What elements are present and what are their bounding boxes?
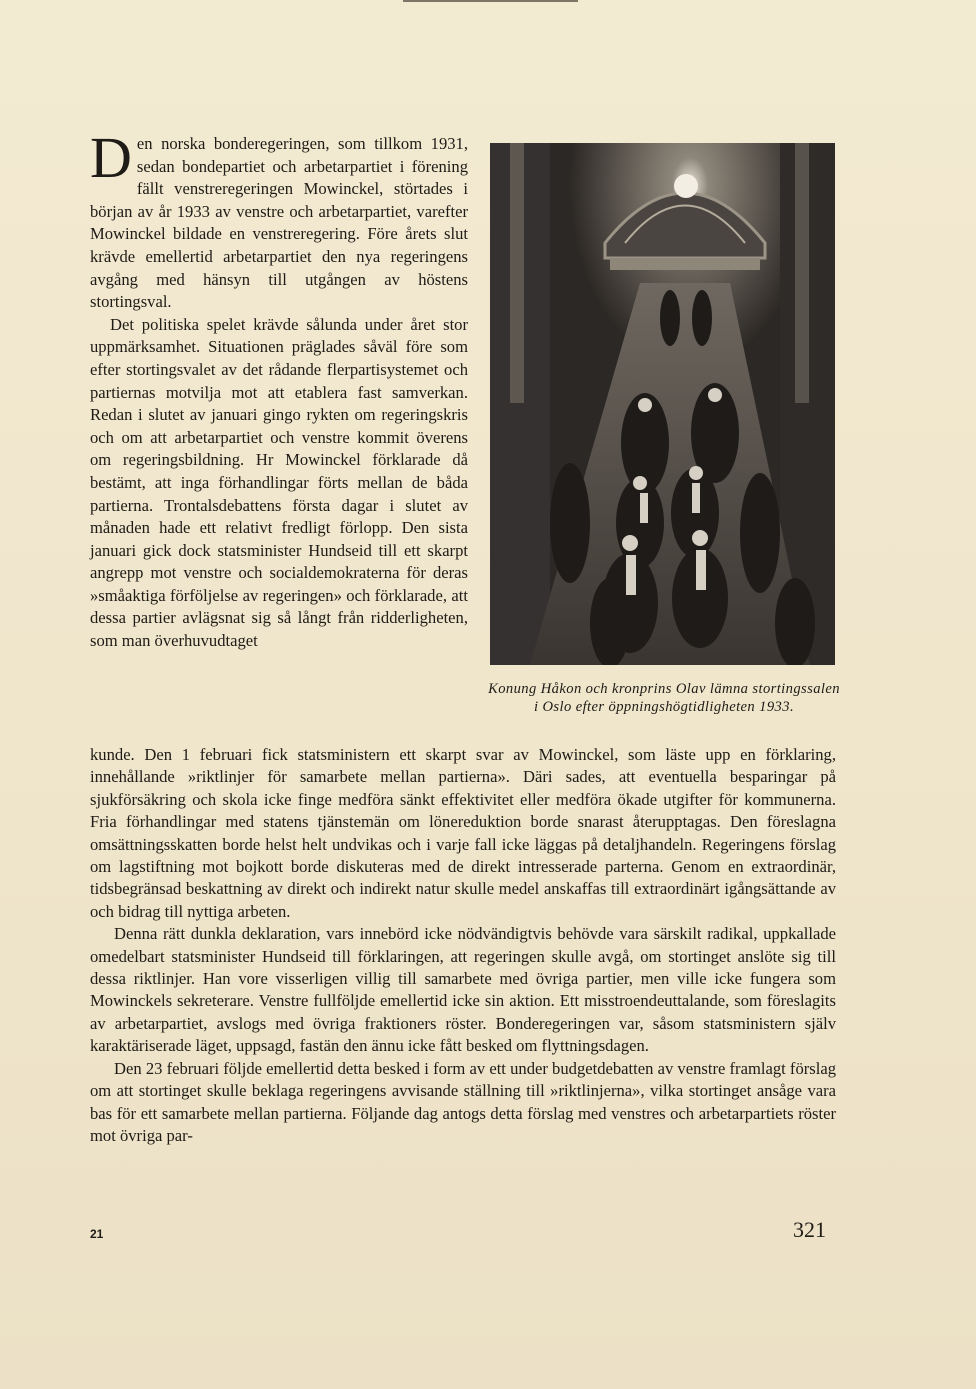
paragraph-1 [90,125,468,314]
staircase-photo-illustration [490,143,835,665]
photograph [490,143,835,665]
paragraph-2: Det politiska spelet krävde sålunda under året stor uppmärksamhet. Situationen präglades såväl före som efter stortingsvalet av det rådande flerpartisystemet och partiernas motvilja mot att etablera fast samverkan. Redan i slutet av januari gingo rykten om regeringskris och om att arbetarpartiet och venstre kommit överens om regeringsbildning. Hr Mowinckel förklarade då bestämt, att inga förhandlingar förts mellan de båda partierna. Trontalsdebattens första dagar i slutet av månaden hade ett relativt fredligt förlopp. Den sista januari gick dock statsminister Hundseid till ett skarpt angrepp mot venstre och socialdemokraterna för deras »småaktiga förföljelse av regeringen» och förklarade, att dessa partier avlägsnat sig så långt från ridderligheten, som man överhuvudtaget [90,314,468,651]
full-width-text [90,744,836,1147]
top-rule [403,0,578,2]
drop-cap: D [90,125,132,190]
page-number: 321 [793,1217,826,1242]
signature-mark: 21 [90,1227,104,1241]
paragraph-1-text: en norska bonderegeringen, som tillkom 1931, sedan bondepartiet och arbetarpartiet i förening fällt venstreregeringen Mowinckel, störtades i början av år 1933 av venstre och arbetarpartiet, varefter Mowinckel bildade en venstreregering. Före årets slut krävde emellertid arbetarpartiet den nya regeringens avgång med hänsyn till utgången av höstens stortingsval. [90,134,468,312]
photo-caption: Konung Håkon och kronprins Olav lämna stortingssalen i Oslo efter öppningshögtidligheten 1933. [488,681,840,715]
paragraph-1-continued: kunde. Den 1 februari fick statsministern ett skarpt svar av Mowinckel, som läste upp en förklaring, innehållande »riktlinjer för samarbete mellan partierna». Däri sades, att eventuella besparingar på sjukförsäkring och skola icke finge medföra sänkt effektivitet eller medföra ökade utgifter för kommunerna. Fria förhandlingar med statens tjänstemän om lönereduktion borde snarast återupptagas. Den föreslagna omsättningsskatten borde helst helt undvikas och i varje fall icke läggas på detaljhandeln. Regeringens förslag om lagstiftning mot bojkott borde diskuteras med de direkt intresserade parterna. Genom en extraordinär, tidsbegränsad beskattning av direkt och indirekt natur skulle medel anskaffas till extraordinärt igångsättande av och bidrag till nyttiga arbeten. [90,745,836,921]
paragraph-4: Den 23 februari följde emellertid detta besked i form av ett under budgetdebatten av venstre framlagt förslag om att stortinget skulle beklaga regeringens avvisande ställning till »riktlinjerna», vilka stortinget ansåge vara bas för ett samarbete mellan partierna. Följande dag antogs detta förslag med venstres och arbetarpartiets röster mot övriga par- [90,1058,836,1145]
paragraph-3: Denna rätt dunkla deklaration, vars innebörd icke nödvändigtvis behövde vara särskilt radikal, uppkallade omedelbart statsminister Hundseid till förklaringen, att regeringen skulle avgå, om stortinget anslöte sig till dessa riktlinjer. Han vore visserligen villig till samarbete med övriga partier, men ville icke fungera som Mowinckels sekreterare. Venstre fullföljde emellertid icke sin aktion. Ett misstroendeuttalande, som föreslagits av arbetarpartiet, avslogs med övriga fraktioners röster. Bonderegeringen var, såsom statsministern själv karaktäriserade läget, uppsagd, fastän den ännu icke fått besked om flyttningsdagen. [90,924,836,1056]
left-text-column [90,125,468,653]
